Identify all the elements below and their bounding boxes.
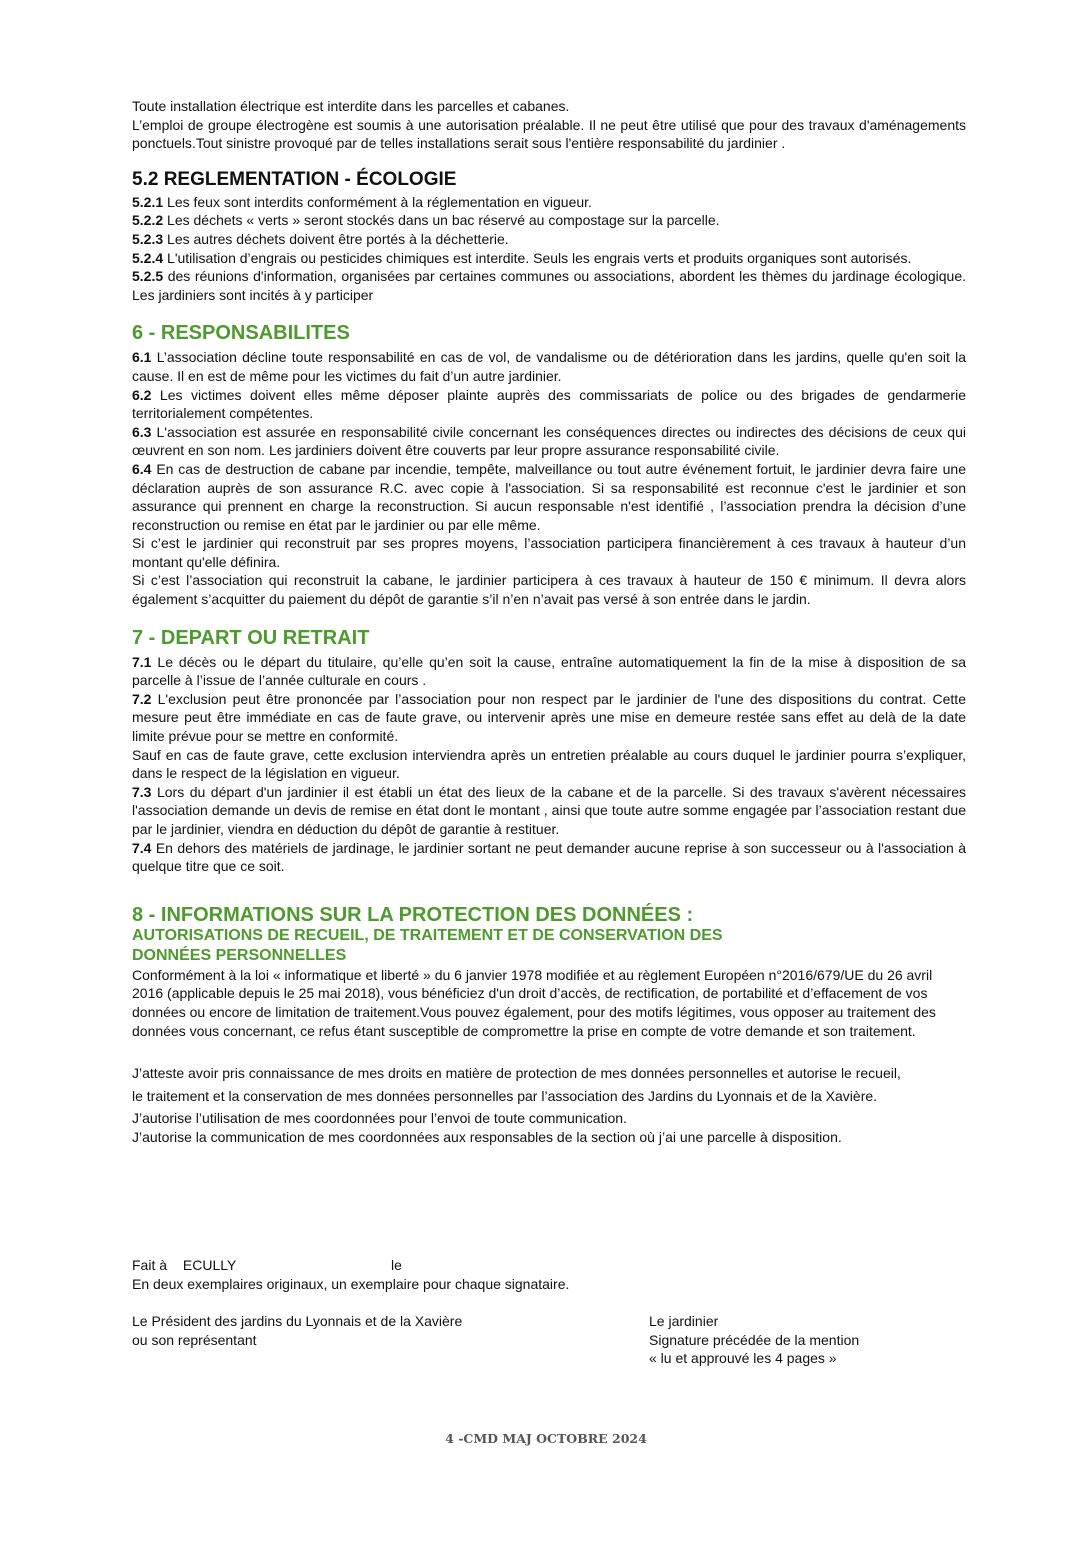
item-6-4-cont-1: Si c’est le jardinier qui reconstruit par ses propres moyens, l’association participera financièrement à ces travaux à hauteur d’un montant qu'elle définira. (132, 535, 966, 570)
section-8-title: 8 - INFORMATIONS SUR LA PROTECTION DES DONNÉES : (132, 903, 694, 926)
section-7-title: 7 - DEPART OU RETRAIT (132, 626, 370, 649)
page-footer: 4 -CMD MAJ OCTOBRE 2024 (445, 1431, 647, 1446)
item-6-3: 6.3 L'association est assurée en responsabilité civile concernant les conséquences directes ou indirectes des décisions de ceux qui œuvrent en son nom. Les jardiniers doivent être couverts par leur propre assurance responsabilité civile. (132, 423, 966, 459)
section-8-subtitle-1: AUTORISATIONS DE RECUEIL, DE TRAITEMENT ET DE CONSERVATION DES (132, 926, 723, 944)
attest-2: le traitement et la conservation de mes données personnelles par l’association des Jardins du Lyonnais et de la Xavière. (132, 1088, 878, 1105)
exemplaires-note: En deux exemplaires originaux, un exemplaire pour chaque signataire. (132, 1275, 570, 1292)
item-7-1: 7.1 Le décès ou le départ du titulaire, qu’elle qu’en soit la cause, entraîne automatiquement la fin de la mise à disposition de sa parcelle à l’issue de l’année culturale en cours . (132, 653, 966, 689)
item-7-2-cont: Sauf en cas de faute grave, cette exclusion interviendra après un entretien préalable au cours duquel le jardinier pourra s’expliquer, dans le respect de la législation en vigueur. (132, 746, 966, 782)
jardinier-line-2: Signature précédée de la mention (649, 1331, 860, 1348)
item-5-2-3: 5.2.3 Les autres déchets doivent être portés à la déchetterie. (132, 230, 509, 247)
document-body (132, 97, 966, 1147)
jardinier-block (649, 1312, 859, 1368)
intro-line-1: Toute installation électrique est interdite dans les parcelles et cabanes. (132, 98, 570, 114)
signature-columns (132, 1312, 966, 1367)
item-5-2-1: 5.2.1 Les feux sont interdits conformément à la réglementation en vigueur. (132, 193, 592, 210)
item-7-2: 7.2 L'exclusion peut être prononcée par l’association pour non respect par le jardinier de l'une des dispositions du contrat. Cette mesure peut être immédiate en cas de faute grave, ou intervenir après une mise en demeure restée sans effet au delà de la date limite prévue pour se mettre en conformité. (132, 690, 966, 745)
fait-label: Fait à (132, 1257, 168, 1273)
president-line-2: ou son représentant (132, 1331, 257, 1348)
jardinier-line-3: « lu et approuvé les 4 pages » (649, 1350, 837, 1367)
attest-4: J’autorise la communication de mes coordonnées aux responsables de la section où j’ai une parcelle à disposition. (132, 1129, 842, 1146)
item-6-4-cont-2: Si c’est l’association qui reconstruit la cabane, le jardinier participera à ces travaux à hauteur de 150 € minimum. Il devra alors également s’acquitter du paiement du dépôt de garantie s’il n’en n’avait pas versé à son entrée dans le jardin. (132, 572, 966, 608)
section-5-2-title: 5.2 REGLEMENTATION - ÉCOLOGIE (132, 168, 457, 190)
item-5-2-5: 5.2.5 des réunions d'information, organisées par certaines communes ou associations, abordent les thèmes du jardinage écologique. Les jardiniers sont incités à y participer (132, 268, 966, 303)
item-6-2: 6.2 Les victimes doivent elles même déposer plainte auprès des commissariats de police ou des brigades de gendarmerie territorialement compétentes. (132, 386, 966, 422)
item-7-3: 7.3 Lors du départ d'un jardinier il est établi un état des lieux de la cabane et de la parcelle. Si des travaux s'avèrent nécessaires l'association demande un devis de remise en état dont le montant , ainsi que toute autre somme engagée par l’association restant due par le jardinier, viendra en déduction du dépôt de garantie à restituer. (132, 783, 966, 837)
item-5-2-4: 5.2.4 L'utilisation d’engrais ou pesticides chimiques est interdite. Seuls les engrais verts et produits organiques sont autorisés. (132, 249, 912, 266)
signature-place-block (132, 1256, 966, 1293)
attest-3: J’autorise l’utilisation de mes coordonnées pour l’envoi de toute communication. (132, 1110, 627, 1127)
section-8-subtitle-2: DONNÉES PERSONNELLES (132, 946, 347, 964)
president-line-1: Le Président des jardins du Lyonnais et de la Xavière (132, 1313, 463, 1329)
item-5-2-2: 5.2.2 Les déchets « verts » seront stockés dans un bac réservé au compostage sur la parcelle. (132, 212, 720, 229)
section-6-title: 6 - RESPONSABILITES (132, 322, 350, 345)
section-8-body: Conformément à la loi « informatique et liberté » du 6 janvier 1978 modifiée et au règlement Européen n°2016/679/UE du 26 avril 2016 (applicable depuis le 25 mai 2018), vous bénéficiez d'un droit d’accès, de rectification, de portabilité et d’effacement de vos données ou encore de limitation de traitement.Vous pouvez également, pour des motifs légitimes, vous opposer au traitement des données vous concernant, ce refus étant susceptible de compromettre la prise en compte de votre demande et son traitement. (132, 966, 936, 1039)
intro-line-2: L’emploi de groupe électrogène est soumis à une autorisation préalable. Il ne peut être utilisé que pour des travaux d'aménagements ponctuels.Tout sinistre provoqué par de telles installations serait sous l'entière responsabilité du jardinier . (132, 116, 966, 152)
item-7-4: 7.4 En dehors des matériels de jardinage, le jardinier sortant ne peut demander aucune reprise à son successeur ou à l'association à quelque titre que ce soit. (132, 839, 966, 875)
fait-place: ECULLY (182, 1257, 237, 1273)
item-6-1: 6.1 L’association décline toute responsabilité en cas de vol, de vandalisme ou de détérioration dans les jardins, quelle qu'en soit la cause. Il en est de même pour les victimes du fait d’un autre jardinier. (132, 349, 966, 384)
attest-1: J’atteste avoir pris connaissance de mes droits en matière de protection de mes données personnelles et autorise le recueil, (132, 1065, 901, 1082)
date-label: le (391, 1257, 402, 1273)
jardinier-line-1: Le jardinier (649, 1313, 719, 1329)
item-6-4: 6.4 En cas de destruction de cabane par incendie, tempête, malveillance ou tout autre événement fortuit, le jardinier devra faire une déclaration auprès de son assurance R.C. avec copie à l'association. Si sa responsabilité est reconnue c'est le jardinier et son assurance qui prennent en charge la reconstruction. Si aucun responsable n'est identifié , l’association prendra la décision d’une reconstruction ou remise en état par le jardinier ou par elle même. (132, 460, 966, 533)
